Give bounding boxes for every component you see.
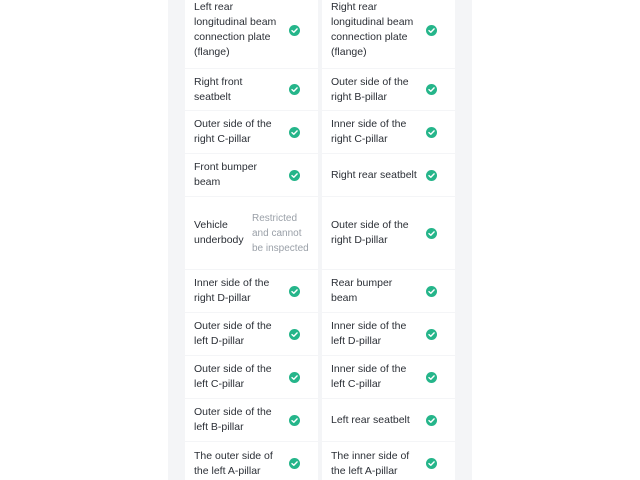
- inspection-item-label: Outer side of the left D-pillar: [194, 320, 272, 347]
- inspection-item-label: Outer side of the left C-pillar: [194, 363, 272, 390]
- inspection-panel: [168, 0, 472, 480]
- inspection-item[interactable]: [322, 69, 455, 110]
- inspection-item[interactable]: [322, 197, 455, 269]
- inspection-row: [185, 356, 455, 398]
- check-circle-icon: [289, 127, 300, 138]
- check-circle-icon: [426, 170, 437, 181]
- check-circle-icon: [426, 25, 437, 36]
- inspection-item[interactable]: [185, 111, 318, 153]
- inspection-item-label: Outer side of the right D-pillar: [331, 219, 409, 246]
- check-circle-icon: [426, 329, 437, 340]
- inspection-item[interactable]: [185, 442, 318, 480]
- inspection-item-label: Left rear longitudinal beam connection plate (flange): [194, 1, 277, 58]
- restricted-note: Restricted and cannot be inspected: [252, 212, 309, 254]
- inspection-item-label: Outer side of the right C-pillar: [194, 118, 272, 145]
- inspection-item[interactable]: [322, 442, 455, 480]
- inspection-item-label: Rear bumper beam: [331, 277, 393, 304]
- inspection-item-label: The inner side of the left A-pillar: [331, 449, 410, 477]
- inspection-item-label: Right front seatbelt: [194, 75, 243, 103]
- inspection-item-label: Right rear seatbelt: [331, 168, 417, 181]
- inspection-item-label: Outer side of the right B-pillar: [331, 75, 409, 103]
- inspection-item-label: Left rear seatbelt: [331, 413, 410, 426]
- inspection-item-label: Vehicle underbody: [194, 219, 244, 246]
- inspection-row: [185, 69, 455, 110]
- check-circle-icon: [426, 286, 437, 297]
- inspection-row: [185, 154, 455, 196]
- inspection-row: [185, 0, 455, 68]
- inspection-item-label: Outer side of the left B-pillar: [194, 406, 272, 433]
- inspection-item-label: Inner side of the left C-pillar: [331, 363, 407, 390]
- inspection-row: [185, 197, 455, 269]
- inspection-item[interactable]: [185, 313, 318, 355]
- inspection-item[interactable]: [185, 154, 318, 196]
- inspection-row: [185, 442, 455, 480]
- inspection-item[interactable]: [185, 197, 318, 269]
- inspection-row: [185, 313, 455, 355]
- inspection-item[interactable]: [322, 0, 455, 68]
- inspection-item[interactable]: [185, 356, 318, 398]
- inspection-item[interactable]: [322, 111, 455, 153]
- check-circle-icon: [289, 458, 300, 469]
- inspection-grid: [185, 0, 455, 480]
- check-circle-icon: [426, 127, 437, 138]
- inspection-item-label: Right rear longitudinal beam connection plate (flange): [331, 1, 414, 58]
- check-circle-icon: [426, 458, 437, 469]
- inspection-row: [185, 399, 455, 441]
- check-circle-icon: [289, 372, 300, 383]
- check-circle-icon: [289, 25, 300, 36]
- inspection-row: [185, 270, 455, 312]
- inspection-item-label: Inner side of the left D-pillar: [331, 320, 407, 347]
- inspection-item-label: The outer side of the left A-pillar: [194, 449, 273, 477]
- inspection-item[interactable]: [322, 313, 455, 355]
- check-circle-icon: [289, 286, 300, 297]
- inspection-item[interactable]: [185, 0, 318, 68]
- check-circle-icon: [289, 329, 300, 340]
- inspection-row: [185, 111, 455, 153]
- check-circle-icon: [289, 170, 300, 181]
- check-circle-icon: [289, 84, 300, 95]
- inspection-item[interactable]: [185, 69, 318, 110]
- check-circle-icon: [426, 415, 437, 426]
- check-circle-icon: [426, 84, 437, 95]
- inspection-item-label: Inner side of the right C-pillar: [331, 118, 407, 145]
- inspection-item[interactable]: [322, 356, 455, 398]
- inspection-item[interactable]: [185, 270, 318, 312]
- inspection-item[interactable]: [322, 270, 455, 312]
- inspection-item[interactable]: [185, 399, 318, 441]
- check-circle-icon: [426, 372, 437, 383]
- inspection-item[interactable]: [322, 399, 455, 441]
- check-circle-icon: [289, 415, 300, 426]
- inspection-item-label: Front bumper beam: [194, 161, 258, 188]
- inspection-item[interactable]: [322, 154, 455, 196]
- check-circle-icon: [426, 228, 437, 239]
- inspection-item-label: Inner side of the right D-pillar: [194, 277, 270, 304]
